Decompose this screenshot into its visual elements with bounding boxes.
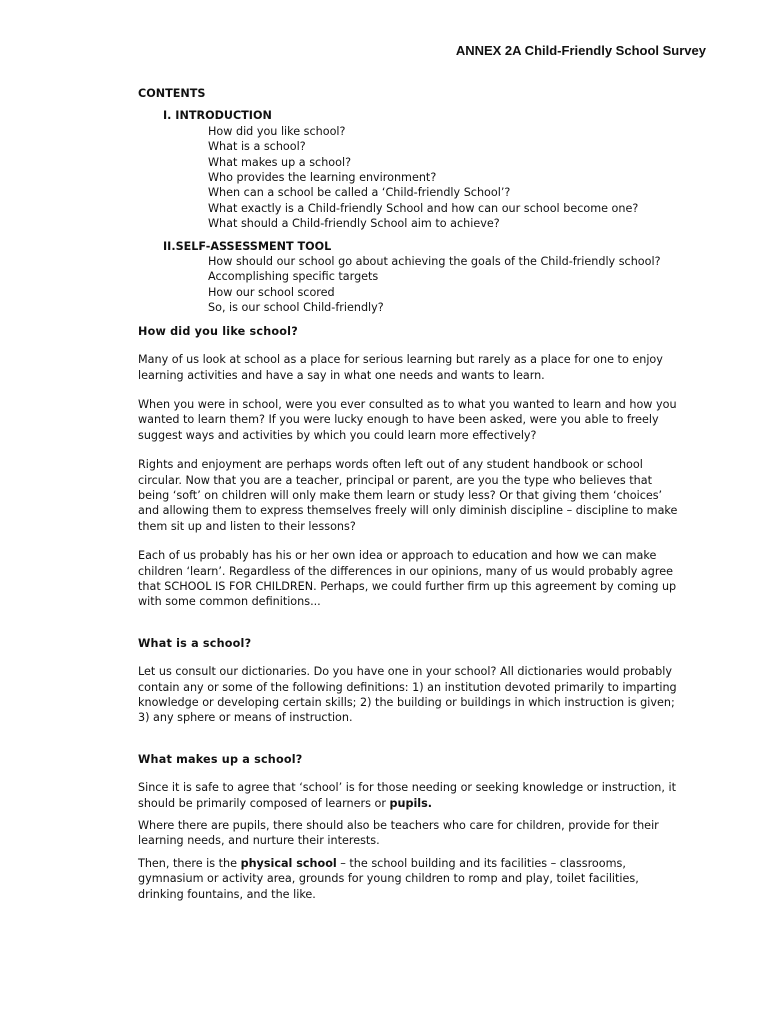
paragraph: Let us consult our dictionaries. Do you have one in your school? All dictionaries would probably contain any or some of the following definitions: 1) an institution devoted primarily to imparting knowledge or developing certain skills; 2) the building or buildings in which instruction is given; 3) any sphere or means of instruction. bbox=[138, 665, 677, 725]
toc-item: When can a school be called a ‘Child-friendly School’? bbox=[208, 186, 511, 200]
toc-item: So, is our school Child-friendly? bbox=[208, 301, 384, 315]
toc-section-introduction bbox=[138, 108, 678, 231]
paragraph: Many of us look at school as a place for serious learning but rarely as a place for one to enjoy learning activities and have a say in what one needs and wants to learn. bbox=[138, 353, 663, 382]
paragraph: Rights and enjoyment are perhaps words often left out of any student handbook or school circular. Now that you are a teacher, principal or parent, are you the type who believes that being ‘soft’ on children will only make them learn or study less? Or that giving them ‘choices’ and allowing them to express themselves freely will only diminish discipline – discipline to make them sit up and listen to their lessons? bbox=[138, 458, 678, 533]
toc-item: What exactly is a Child-friendly School and how can our school become one? bbox=[208, 201, 639, 215]
toc-item: How our school scored bbox=[208, 285, 335, 299]
toc-item: How should our school go about achieving the goals of the Child-friendly school? bbox=[208, 255, 661, 269]
toc-section-heading: I. INTRODUCTION bbox=[163, 109, 272, 123]
toc-item: Who provides the learning environment? bbox=[208, 171, 437, 185]
section-heading-how-did-you-like-school: How did you like school? bbox=[138, 324, 298, 338]
contents-title: CONTENTS bbox=[138, 87, 206, 100]
paragraph-text: Then, there is the bbox=[138, 856, 241, 870]
toc-section-self-assessment bbox=[138, 239, 678, 316]
paragraph: Each of us probably has his or her own idea or approach to education and how we can make children ‘learn’. Regardless of the differences in our opinions, many of us would probably agree that SCHOOL IS FOR CHILDREN. Perhaps, we could further firm up this agreement by coming up with some common definitions... bbox=[138, 549, 677, 609]
toc-item: Accomplishing specific targets bbox=[208, 270, 379, 284]
paragraph bbox=[138, 856, 678, 902]
toc-section-heading: II.SELF-ASSESSMENT TOOL bbox=[163, 239, 332, 253]
toc-item: What makes up a school? bbox=[208, 155, 352, 169]
paragraph bbox=[138, 780, 678, 811]
paragraph: Where there are pupils, there should also be teachers who care for children, provide for their learning needs, and nurture their interests. bbox=[138, 819, 659, 848]
emphasis-physical-school: physical school bbox=[240, 856, 337, 870]
section-heading-what-is-a-school: What is a school? bbox=[138, 636, 252, 650]
paragraph: When you were in school, were you ever consulted as to what you wanted to learn and how you wanted to learn them? If you were lucky enough to have been asked, were you able to freely suggest ways and activities by which you could learn more effectively? bbox=[138, 397, 677, 442]
page-header-title: ANNEX 2A Child-Friendly School Survey bbox=[455, 43, 706, 58]
toc-item: What should a Child-friendly School aim to achieve? bbox=[208, 217, 500, 231]
paragraph-text: – the school building and its facilities – classrooms, gymnasium or activity area, grounds for young children to romp and play, toilet facilities, drinking fountains, and the like. bbox=[138, 856, 639, 901]
document-body bbox=[138, 86, 678, 916]
toc-item-list bbox=[208, 124, 678, 232]
emphasis-pupils: pupils. bbox=[389, 796, 433, 810]
section-heading-what-makes-up-a-school: What makes up a school? bbox=[138, 752, 303, 766]
paragraph-text: Since it is safe to agree that ‘school’ is for those needing or seeking knowledge or instruction, it should be primarily composed of learners or bbox=[138, 781, 676, 810]
toc-item: How did you like school? bbox=[208, 124, 346, 138]
toc-item-list bbox=[208, 254, 678, 316]
toc-item: What is a school? bbox=[208, 140, 306, 154]
